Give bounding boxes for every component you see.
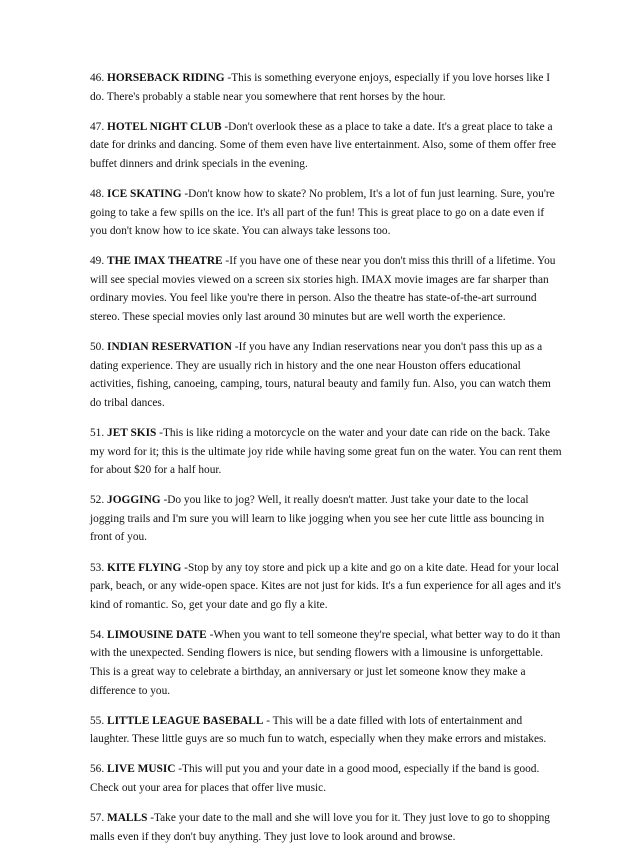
list-item — [90, 185, 562, 241]
item-text: -If you have one of these near you don't miss this thrill of a lifetime. You will see special movies viewed on a screen six stories high. IMAX movie images are far sharper than ordinary movies. You feel like you're there in person. Also the theatre has state-of-the-art surround stereo. These special movies only last around 30 minutes but are well worth the experience. — [90, 255, 556, 324]
item-number: 51. — [90, 427, 105, 439]
item-text: - This will be a date filled with lots of entertainment and laughter. These little guys are so much fun to watch, especially when they make errors and mistakes. — [90, 714, 547, 746]
list-item — [90, 760, 562, 797]
document-page — [90, 69, 562, 858]
item-text: -Don't overlook these as a place to take a date. It's a great place to take a date for drinks and dancing. Some of them even have live entertainment. Also, some of them offer free buffet dinners and drink specials in the evening. — [90, 120, 556, 170]
item-text: -This will put you and your date in a good mood, especially if the band is good. Check out your area for places that offer live music. — [90, 763, 540, 794]
list-item — [90, 559, 562, 615]
item-text: -Don't know how to skate? No problem, It's a lot of fun just learning. Sure, you're going to take a few spills on the ice. It's all part of the fun! This is great place to go on a date even if you don't know how to ice skate. You can always take lessons too. — [90, 187, 555, 238]
item-text: -This is something everyone enjoys, especially if you love horses like I do. There's probably a stable near you somewhere that rent horses by the hour. — [90, 72, 551, 103]
item-number: 48. — [90, 187, 105, 200]
item-number: 49. — [90, 255, 105, 268]
list-item — [90, 338, 562, 412]
list-item — [90, 809, 562, 846]
item-title: INDIAN RESERVATION — [107, 341, 232, 354]
item-text: -Do you like to jog? Well, it really doesn't matter. Just take your date to the local jogging trails and I'm sure you will learn to like jogging when you see her cute little ass bouncing in front of you. — [90, 494, 545, 544]
list-item — [90, 712, 562, 749]
item-text: -When you want to tell someone they're special, what better way to do it than with the unexpected. Sending flowers is nice, but sending flowers with a limousine is unforgettable. This is a great way to celebrate a birthday, an anniversary or just let someone know they make a difference to you. — [90, 628, 561, 697]
item-title: JET SKIS — [107, 427, 157, 439]
item-title: THE IMAX THEATRE — [107, 255, 223, 268]
item-title: LIMOUSINE DATE — [107, 628, 207, 641]
item-number: 56. — [90, 763, 105, 776]
item-number: 53. — [90, 561, 105, 574]
item-title: ICE SKATING — [107, 187, 182, 200]
list-item — [90, 69, 562, 106]
list-item — [90, 252, 562, 326]
item-number: 50. — [90, 341, 105, 354]
item-number: 47. — [90, 120, 105, 133]
item-number: 54. — [90, 628, 105, 641]
item-title: LIVE MUSIC — [107, 763, 176, 776]
item-number: 57. — [90, 812, 105, 825]
item-text: -Take your date to the mall and she will love you for it. They just love to go to shopping malls even if they don't buy anything. They just love to look around and browse. — [90, 812, 550, 843]
item-title: KITE FLYING — [107, 561, 182, 574]
item-number: 52. — [90, 494, 105, 507]
item-text: -If you have any Indian reservations near you don't pass this up as a dating experience. They are usually rich in history and the one near Houston offers educational activities, fishing, canoeing, camping, tours, natural beauty and family fun. Also, you can watch them do tribal dances. — [90, 341, 551, 409]
item-title: MALLS — [107, 812, 148, 825]
item-number: 55. — [90, 714, 105, 727]
list-item — [90, 424, 562, 480]
list-item — [90, 118, 562, 174]
list-item — [90, 626, 562, 700]
item-title: HOTEL NIGHT CLUB — [107, 120, 222, 133]
item-number: 46. — [90, 72, 105, 84]
list-item — [90, 491, 562, 547]
item-text: -This is like riding a motorcycle on the water and your date can ride on the back. Take my word for it; this is the ultimate joy ride while having some great fun on the water. You can rent them for about $20 for a half hour. — [90, 427, 562, 477]
item-title: JOGGING — [107, 494, 161, 507]
item-title: HORSEBACK RIDING — [107, 72, 225, 84]
item-title: LITTLE LEAGUE BASEBALL — [107, 714, 264, 727]
item-text: -Stop by any toy store and pick up a kite and go on a kite date. Head for your local park, beach, or any wide-open space. Kites are not just for kids. It's a fun experience for all ages and it's kind of romantic. So, get your date and go fly a kite. — [90, 561, 561, 611]
